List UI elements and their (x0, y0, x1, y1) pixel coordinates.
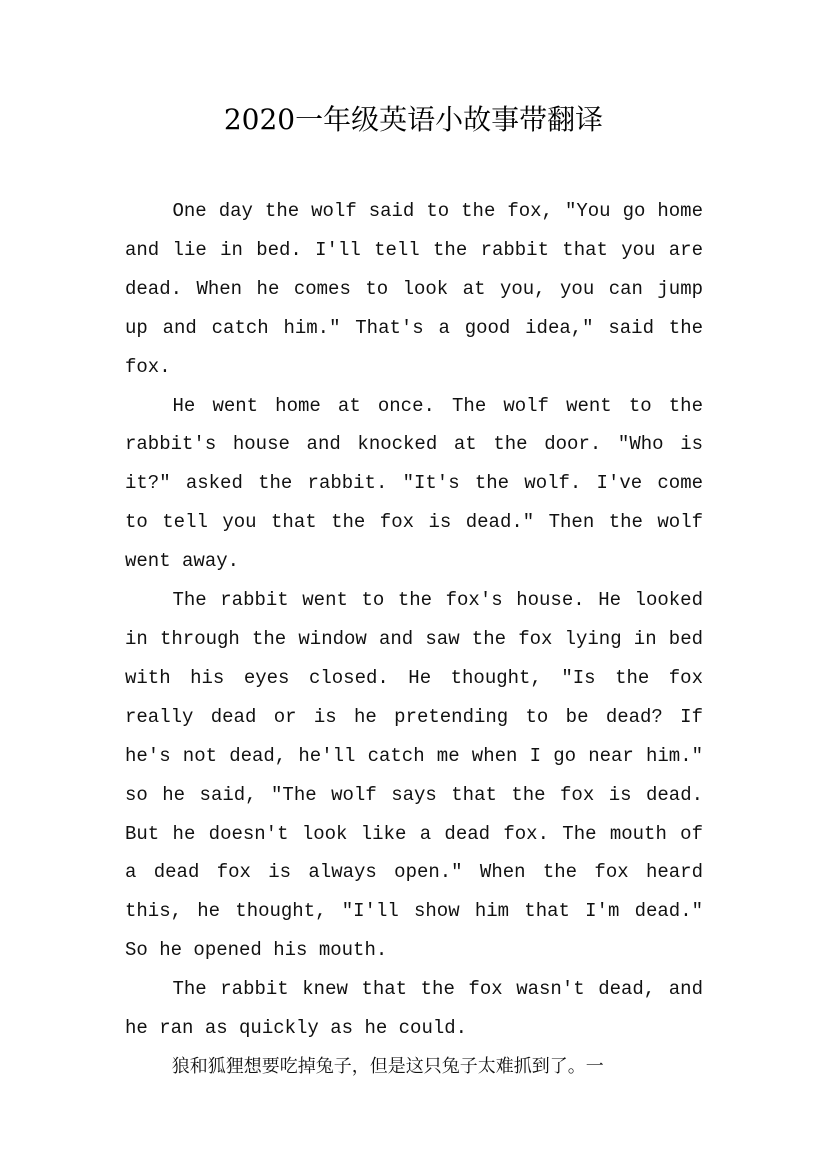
document-title: 2020一年级英语小故事带翻译 (223, 103, 604, 136)
story-paragraph: He went home at once. The wolf went to the rabbit's house and knocked at the door. "Who is it?" asked the rabbit. "It's the wolf. I've come to tell you that the fox is dead." Then the wolf went away. (125, 394, 703, 573)
translation-paragraph: 狼和狐狸想要吃掉兔子，但是这只兔子太难抓到了。一 (171, 1055, 604, 1077)
story-paragraph: The rabbit knew that the fox wasn't dead, and he ran as quickly as he could. (125, 978, 703, 1040)
story-body (125, 192, 703, 1087)
story-paragraph: One day the wolf said to the fox, "You go home and lie in bed. I'll tell the rabbit that you are dead. When he comes to look at you, you can jump up and catch him." That's a good idea," said the fox. (125, 200, 703, 378)
story-paragraph: The rabbit went to the fox's house. He looked in through the window and saw the fox lying in bed with his eyes closed. He thought, "Is the fox really dead or is he pretending to be dead? If he's not dead, he'll catch me when I go near him." so he said, "The wolf says that the fox is dead. But he doesn't look like a dead fox. The mouth of a dead fox is always open." When the fox heard this, he thought, "I'll show him that I'm dead." So he opened his mouth. (125, 589, 703, 962)
